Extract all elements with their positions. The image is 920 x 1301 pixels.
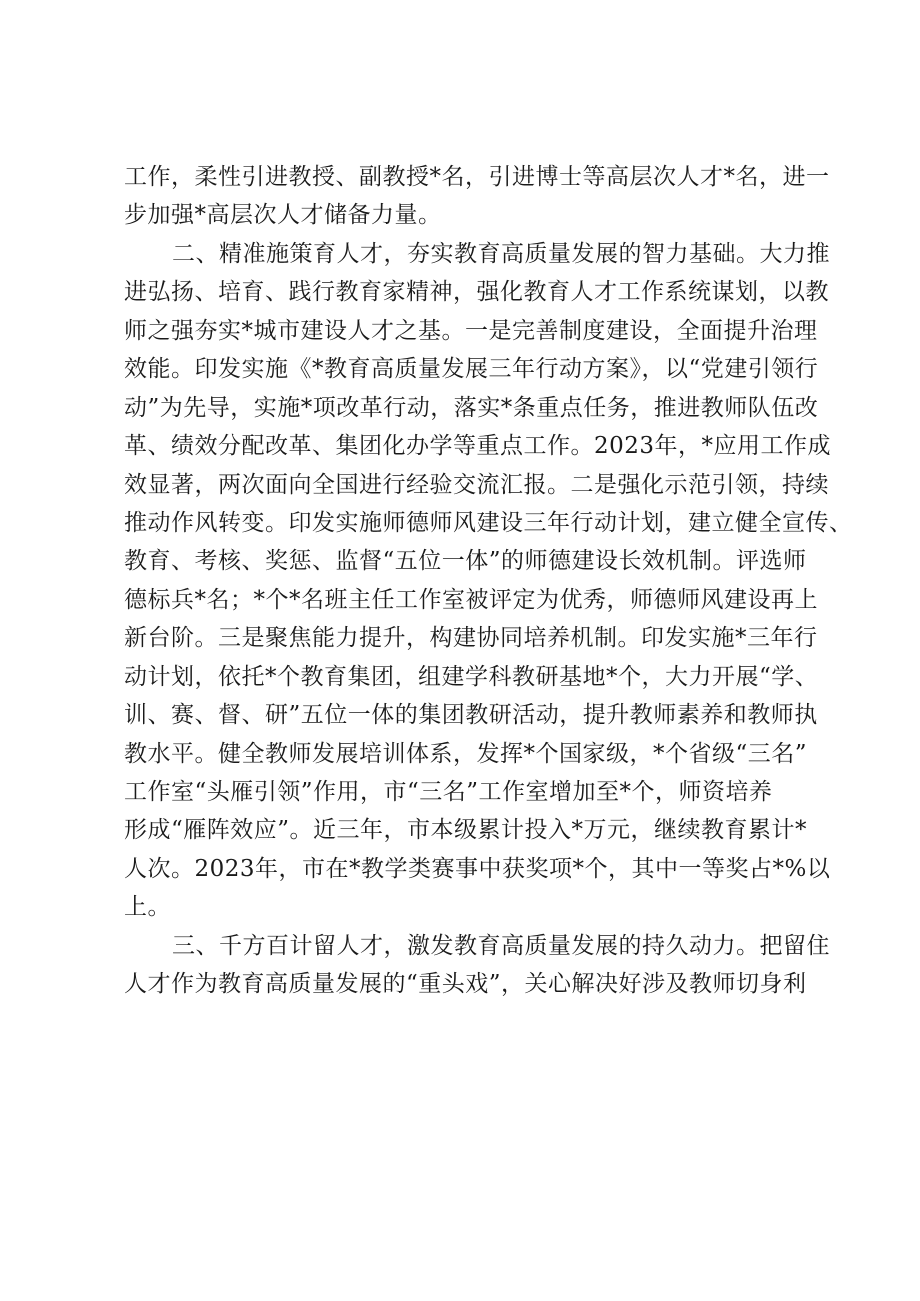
document-page (124, 158, 853, 1004)
paragraph-1 (124, 158, 830, 235)
text-line: 进弘扬、培育、践行教育家精神，强化教育人才工作系统谋划，以教 (124, 279, 829, 306)
text-line: 上。 (124, 894, 171, 921)
text-line: 人才作为教育高质量发展的“重头戏”，关心解决好涉及教师切身利 (124, 971, 807, 998)
text-line: 动计划，依托*个教育集团，组建学科教研基地*个，大力开展“学、 (124, 663, 819, 690)
text-line: 二、精准施策育人才，夯实教育高质量发展的智力基础。大力推 (172, 240, 830, 267)
text-line: 革、绩效分配改革、集团化办学等重点工作。2023年，*应用工作成 (124, 433, 832, 460)
text-line: 师之强夯实*城市建设人才之基。一是完善制度建设，全面提升治理 (124, 317, 818, 344)
text-line: 人次。2023年，市在*教学类赛事中获奖项*个，其中一等奖占*%以 (124, 855, 831, 882)
text-line: 推动作风转变。印发实施师德师风建设三年行动计划，建立健全宣传、 (124, 509, 853, 536)
text-line: 效显著，两次面向全国进行经验交流汇报。二是强化示范引领，持续 (124, 471, 829, 498)
text-line: 工作室“头雁引领”作用，市“三名”工作室增加至*个，师资培养 (124, 779, 773, 805)
paragraph-3 (124, 927, 830, 1004)
text-line: 教育、考核、奖惩、监督“五位一体”的师德建设长效机制。评选师 (124, 548, 807, 575)
text-line: 效能。印发实施《*教育高质量发展三年行动方案》，以“党建引领行 (124, 356, 819, 383)
text-line: 训、赛、督、研”五位一体的集团教研活动，提升教师素养和教师执 (124, 702, 818, 729)
text-line: 教水平。健全教师发展培训体系，发挥*个国家级，*个省级“三名” (124, 740, 808, 767)
text-line: 步加强*高层次人才储备力量。 (124, 202, 442, 229)
text-line: 新台阶。三是聚焦能力提升，构建协同培养机制。印发实施*三年行 (124, 625, 818, 652)
paragraph-2 (124, 235, 853, 927)
text-line: 德标兵*名；*个*名班主任工作室被评定为优秀，师德师风建设再上 (124, 586, 818, 613)
text-line: 形成“雁阵效应”。近三年，市本级累计投入*万元，继续教育累计* (124, 817, 808, 844)
text-line: 动”为先导，实施*项改革行动，落实*条重点任务，推进教师队伍改 (124, 394, 819, 421)
text-line: 三、千方百计留人才，激发教育高质量发展的持久动力。把留住 (172, 932, 830, 959)
text-line: 工作，柔性引进教授、副教授*名，引进博士等高层次人才*名，进一 (124, 164, 830, 190)
